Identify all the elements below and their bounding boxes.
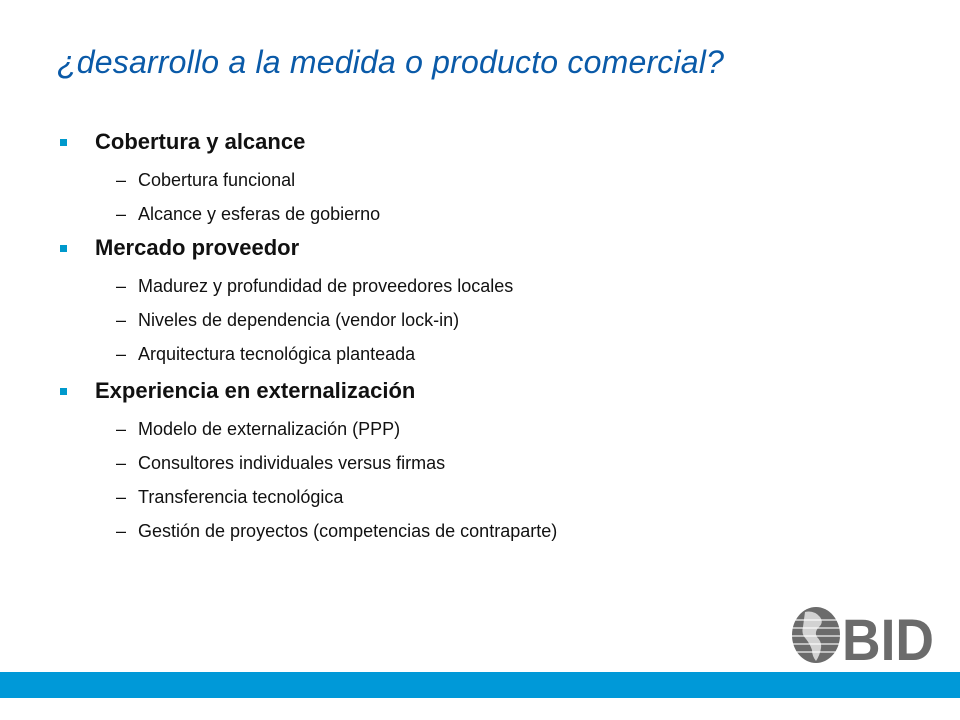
sub-item xyxy=(116,451,445,475)
sub-item-label: Consultores individuales versus firmas xyxy=(138,452,446,473)
dash-marker: – xyxy=(116,520,127,541)
bullet-label: Experiencia en externalización xyxy=(95,378,416,403)
sub-item-label: Cobertura funcional xyxy=(138,169,296,190)
footer-bar xyxy=(0,672,960,698)
dash-marker: – xyxy=(116,343,127,364)
sub-item-label: Arquitectura tecnológica planteada xyxy=(138,343,416,364)
sub-item-label: Alcance y esferas de gobierno xyxy=(138,203,381,224)
dash-marker: – xyxy=(116,452,127,473)
bullet-item xyxy=(60,376,415,406)
sub-item-label: Transferencia tecnológica xyxy=(138,486,344,507)
sub-item-label: Modelo de externalización (PPP) xyxy=(138,418,401,439)
dash-marker: – xyxy=(116,418,127,439)
square-bullet-icon xyxy=(60,245,67,252)
sub-item xyxy=(116,519,557,543)
dash-marker: – xyxy=(116,169,127,190)
dash-marker: – xyxy=(116,486,127,507)
dash-marker: – xyxy=(116,309,127,330)
sub-item-label: Gestión de proyectos (competencias de contraparte) xyxy=(138,520,558,541)
sub-item xyxy=(116,168,295,192)
sub-item-label: Madurez y profundidad de proveedores locales xyxy=(138,275,514,296)
dash-marker: – xyxy=(116,203,127,224)
bid-logo xyxy=(790,606,936,664)
dash-marker: – xyxy=(116,275,127,296)
globe-americas-icon xyxy=(792,607,840,663)
bullet-item xyxy=(60,127,305,157)
bullet-item xyxy=(60,233,299,263)
sub-item-label: Niveles de dependencia (vendor lock-in) xyxy=(138,309,460,330)
sub-item xyxy=(116,485,343,509)
sub-item xyxy=(116,342,415,366)
slide-title: ¿desarrollo a la medida o producto comercial? xyxy=(57,44,725,80)
sub-item xyxy=(116,274,513,298)
sub-item xyxy=(116,417,400,441)
square-bullet-icon xyxy=(60,388,67,395)
logo-text: BID xyxy=(842,608,934,664)
square-bullet-icon xyxy=(60,139,67,146)
bullet-label: Cobertura y alcance xyxy=(95,129,306,154)
sub-item xyxy=(116,308,459,332)
sub-item xyxy=(116,202,380,226)
bullet-label: Mercado proveedor xyxy=(95,235,300,260)
